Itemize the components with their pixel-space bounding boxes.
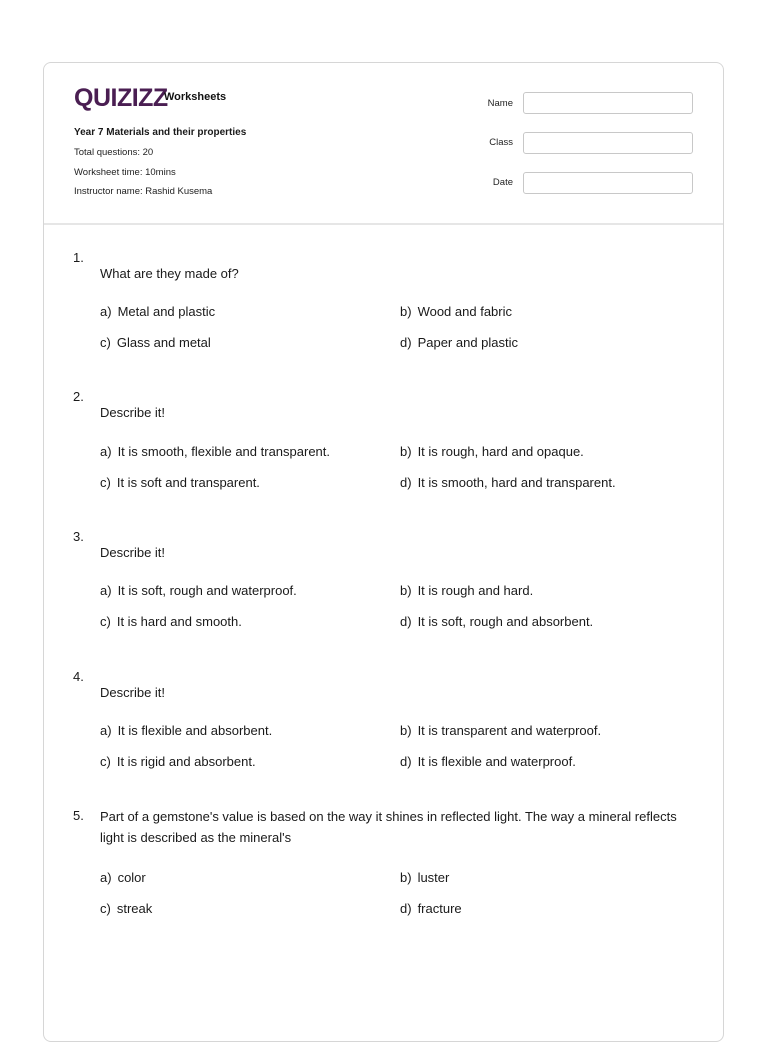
option-d[interactable]: d) fracture [400, 901, 462, 916]
instructor-name: Instructor name: Rashid Kusema [74, 186, 213, 197]
option-c[interactable]: c) streak [100, 901, 153, 916]
name-field[interactable] [523, 92, 693, 114]
option-a[interactable]: a) It is smooth, flexible and transparent. [100, 444, 331, 459]
option-a[interactable]: a) color [100, 870, 146, 885]
question-text: Describe it! [100, 685, 166, 700]
option-b[interactable]: b) It is rough and hard. [400, 583, 534, 598]
date-field[interactable] [523, 172, 693, 194]
quizizz-logo: QUIZIZZ [74, 84, 168, 112]
option-d[interactable]: d) It is flexible and waterproof. [400, 754, 576, 769]
date-label: Date [492, 177, 513, 188]
option-a[interactable]: a) It is soft, rough and waterproof. [100, 583, 297, 598]
option-b[interactable]: b) It is transparent and waterproof. [400, 723, 602, 738]
option-d[interactable]: d) Paper and plastic [400, 335, 519, 350]
option-d[interactable]: d) It is soft, rough and absorbent. [400, 614, 594, 629]
name-label: Name [487, 98, 513, 109]
question-text: Part of a gemstone's value is based on the way it shines in reflected light. The way a mineral reflects light is described as the mineral's [100, 809, 677, 845]
question-number: 2. [73, 389, 84, 404]
option-a[interactable]: a) It is flexible and absorbent. [100, 723, 273, 738]
question-number: 5. [73, 808, 84, 823]
question-number: 1. [73, 250, 84, 265]
total-questions: Total questions: 20 [74, 147, 154, 158]
question-text: Describe it! [100, 405, 166, 420]
option-d[interactable]: d) It is smooth, hard and transparent. [400, 475, 616, 490]
class-label: Class [489, 137, 513, 148]
worksheet-time: Worksheet time: 10mins [74, 167, 176, 178]
worksheet-sheet [43, 62, 724, 1042]
worksheet-title: Year 7 Materials and their properties [74, 127, 247, 138]
question-number: 4. [73, 669, 84, 684]
option-b[interactable]: b) It is rough, hard and opaque. [400, 444, 584, 459]
question-number: 3. [73, 529, 84, 544]
class-field[interactable] [523, 132, 693, 154]
option-c[interactable]: c) It is hard and smooth. [100, 614, 242, 629]
option-b[interactable]: b) luster [400, 870, 450, 885]
option-c[interactable]: c) Glass and metal [100, 335, 211, 350]
option-c[interactable]: c) It is soft and transparent. [100, 475, 260, 490]
worksheet-header [44, 63, 723, 225]
question-text: Describe it! [100, 545, 166, 560]
logo-suffix: Worksheets [164, 91, 227, 103]
question-text: What are they made of? [100, 266, 239, 281]
option-b[interactable]: b) Wood and fabric [400, 304, 512, 319]
option-c[interactable]: c) It is rigid and absorbent. [100, 754, 256, 769]
option-a[interactable]: a) Metal and plastic [100, 304, 216, 319]
